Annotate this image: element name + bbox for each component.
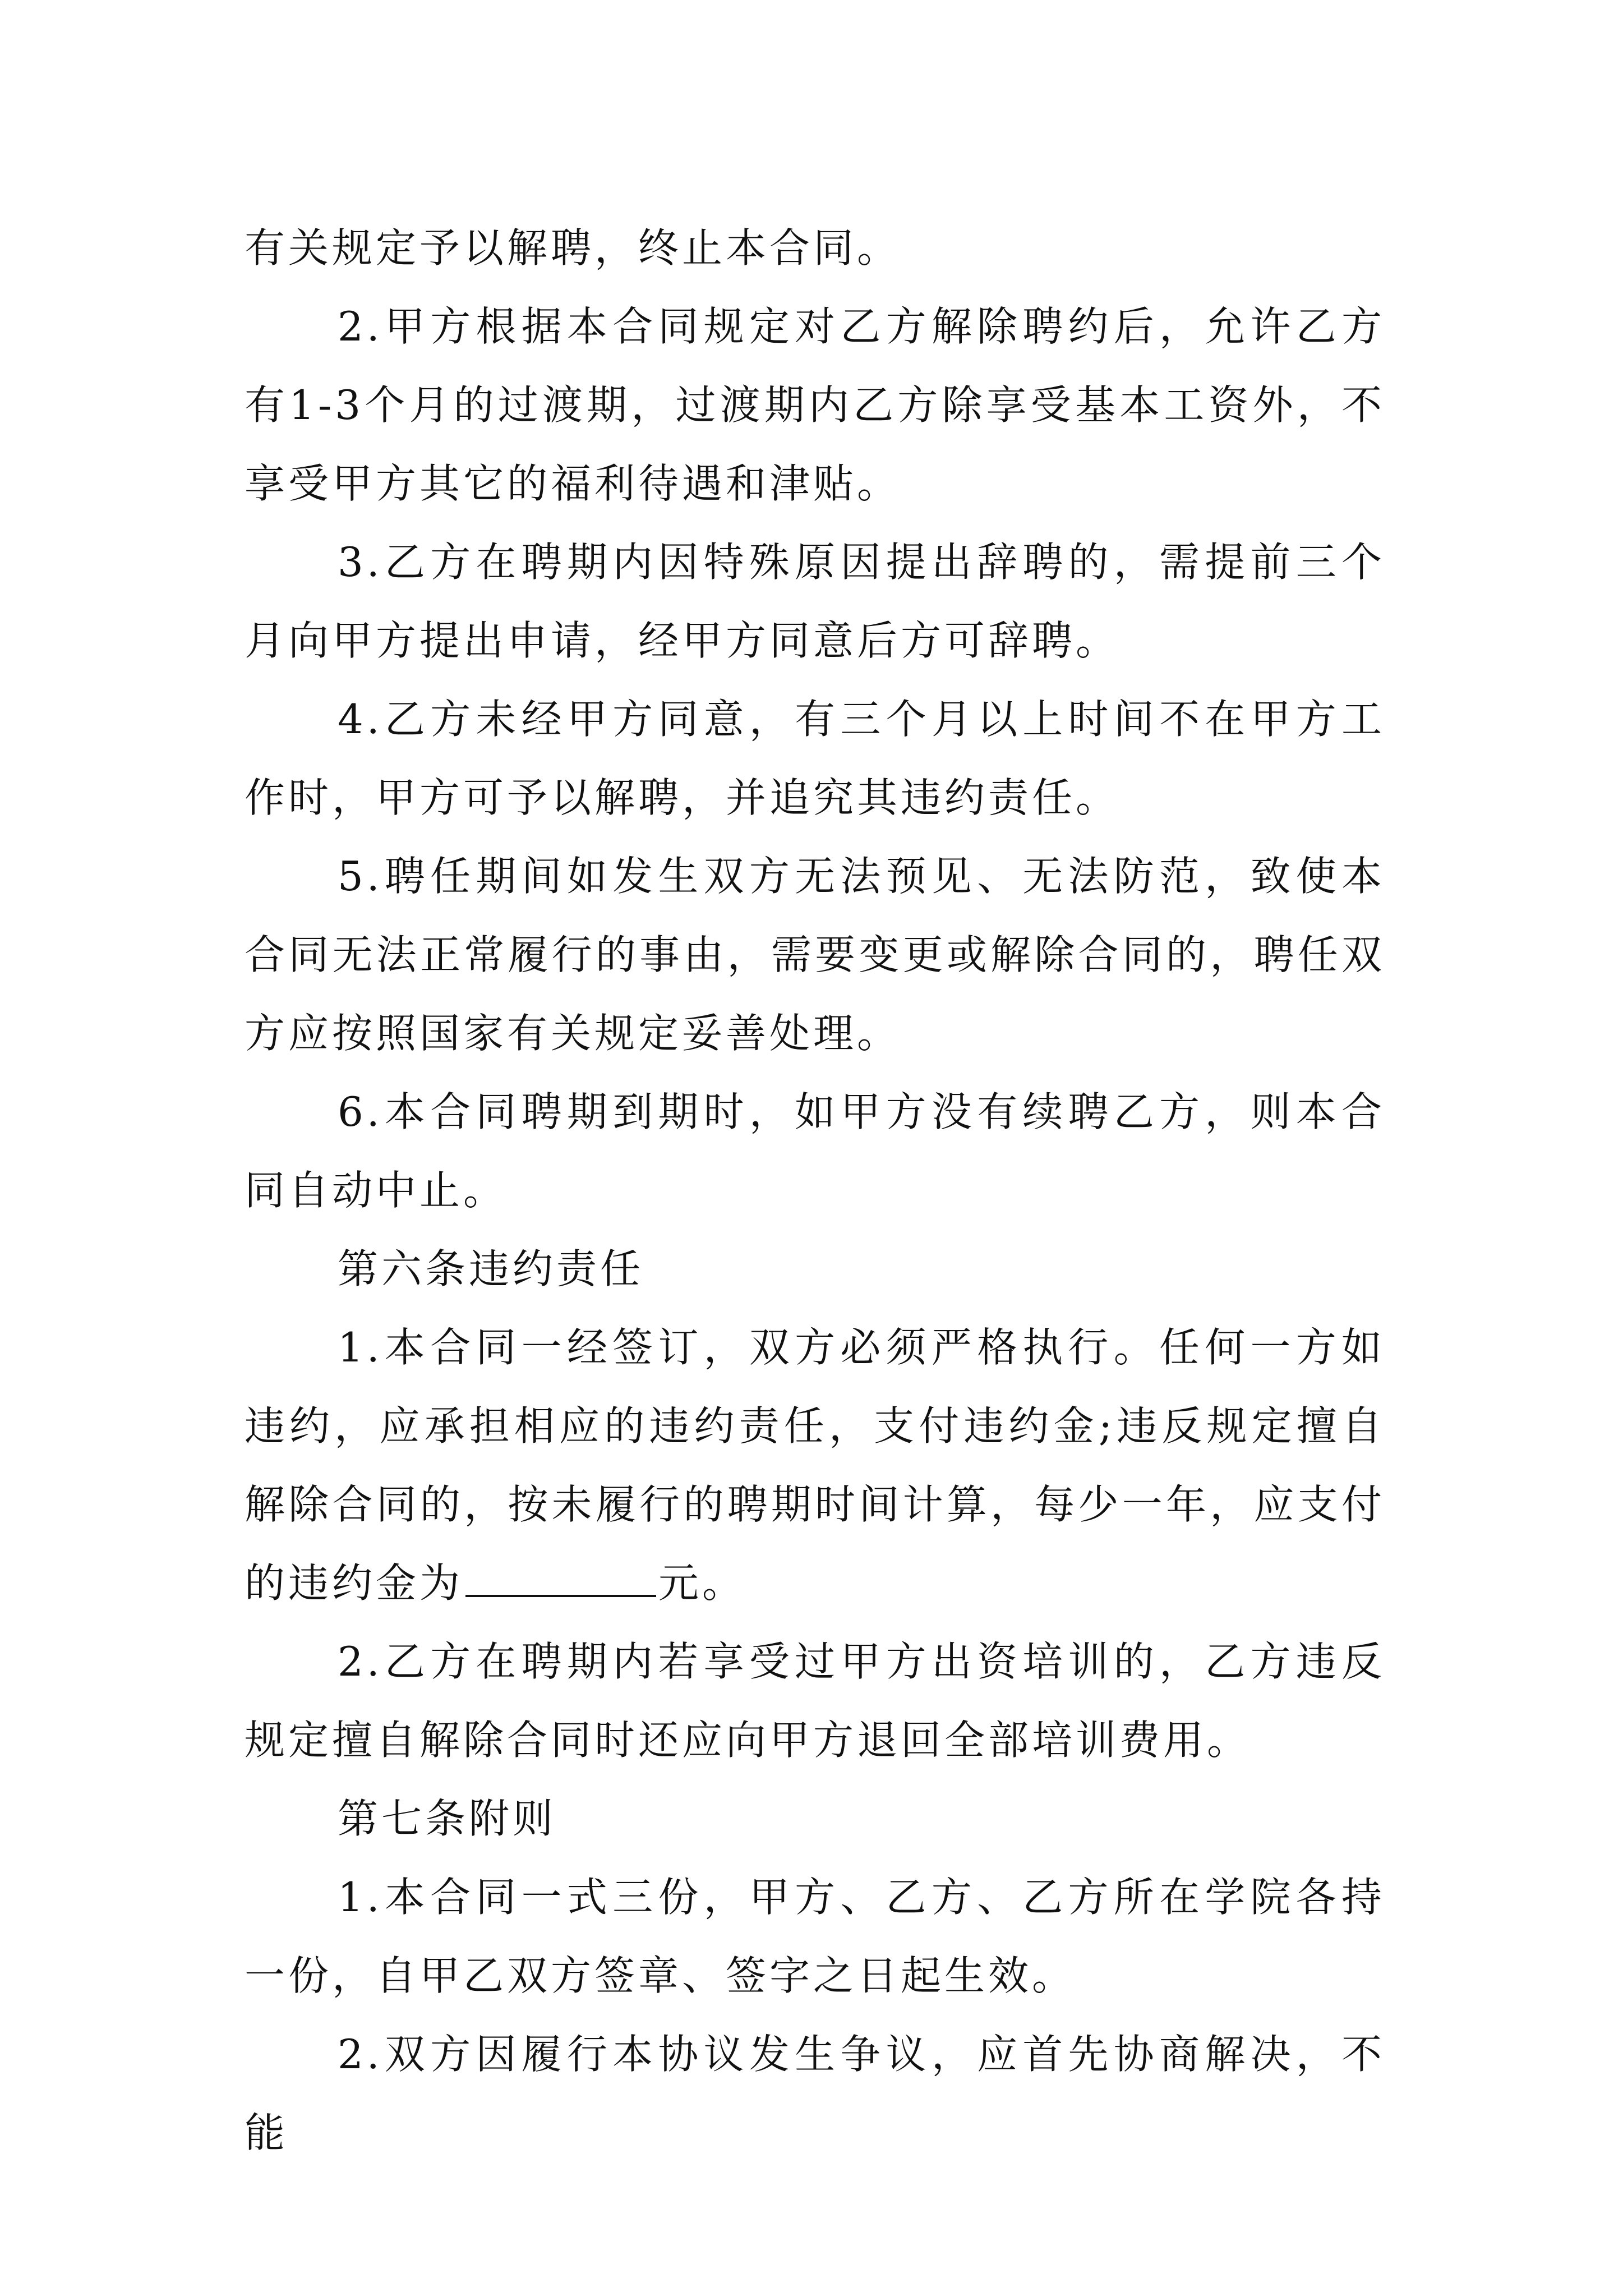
section-heading: 第七条附则 [338,1795,557,1842]
section-heading: 第六条违约责任 [338,1245,644,1292]
document-body [245,209,1385,2172]
contract-paragraph: 有关规定予以解聘，终止本合同。 [245,224,901,272]
contract-paragraph: 3.乙方在聘期内因特殊原因提出辞聘的，需提前三个月向甲方提出申请，经甲方同意后方可辞聘。 [245,539,1385,664]
contract-paragraph: 2.甲方根据本合同规定对乙方解除聘约后，允许乙方有1-3个月的过渡期，过渡期内乙方除享受基本工资外，不享受甲方其它的福利待遇和津贴。 [245,303,1385,507]
paragraph-text: 元。 [658,1559,746,1607]
contract-paragraph: 6.本合同聘期到期时，如甲方没有续聘乙方，则本合同自动中止。 [245,1088,1385,1214]
paragraph-text: 1.本合同一经签订，双方必须严格执行。任何一方如违约，应承担相应的违约责任，支付违约金;违反规定擅自解除合同的，按未履行的聘期时间计算，每少一年，应支付的违约金为 [245,1324,1385,1607]
contract-paragraph: 4.乙方未经甲方同意，有三个月以上时间不在甲方工作时，甲方可予以解聘，并追究其违约责任。 [245,696,1385,821]
contract-paragraph: 1.本合同一式三份，甲方、乙方、乙方所在学院各持一份，自甲乙双方签章、签字之日起生效。 [245,1874,1385,1999]
fill-in-blank [465,1561,656,1597]
contract-paragraph: 5.聘任期间如发生双方无法预见、无法防范，致使本合同无法正常履行的事由，需要变更或解除合同的，聘任双方应按照国家有关规定妥善处理。 [245,853,1385,1057]
contract-paragraph: 2.双方因履行本协议发生争议，应首先协商解决，不能 [245,2031,1385,2156]
contract-paragraph [245,1308,1385,1622]
contract-paragraph: 2.乙方在聘期内若享受过甲方出资培训的，乙方违反规定擅自解除合同时还应向甲方退回全部培训费用。 [245,1638,1385,1764]
